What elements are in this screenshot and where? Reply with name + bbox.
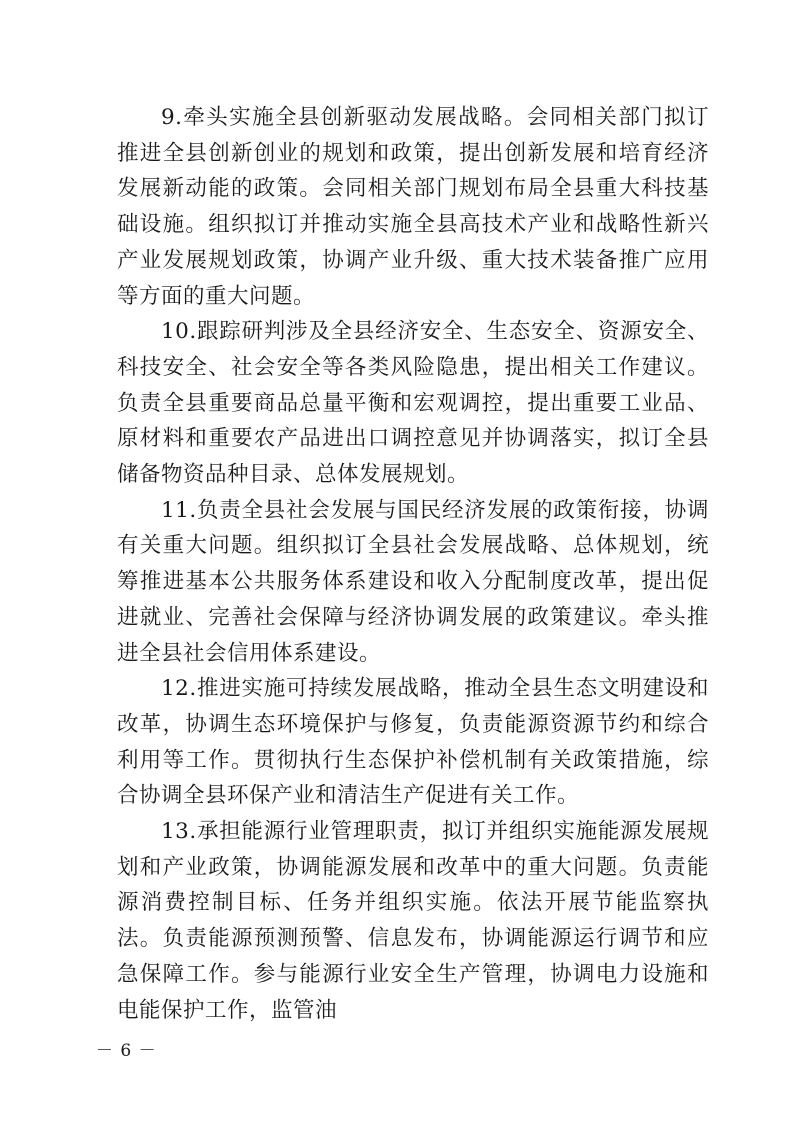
paragraph-item-13: 13.承担能源行业管理职责，拟订并组织实施能源发展规划和产业政策，协调能源发展和改革中的重大问题。负责能源消费控制目标、任务并组织实施。依法开展节能监察执法。负责能源预测预警、信息发布，协调能源运行调节和应急保障工作。参与能源行业安全生产管理，协调电力设施和电能保护工作，监管油 bbox=[117, 819, 709, 1023]
page-number: － 6 － bbox=[96, 1041, 157, 1061]
paragraph-item-12: 12.推进实施可持续发展战略，推动全县生态文明建设和改革，协调生态环境保护与修复，负责能源资源节约和综合利用等工作。贯彻执行生态保护补偿机制有关政策措施，综合协调全县环保产业和清洁生产促进有关工作。 bbox=[117, 676, 709, 809]
paragraph-item-10: 10.跟踪研判涉及全县经济安全、生态安全、资源安全、科技安全、社会安全等各类风险隐患，提出相关工作建议。负责全县重要商品总量平衡和宏观调控，提出重要工业品、原材料和重要农产品进出口调控意见并协调落实，拟订全县储备物资品种目录、总体发展规划。 bbox=[117, 319, 709, 488]
paragraph-item-11: 11.负责全县社会发展与国民经济发展的政策衔接，协调有关重大问题。组织拟订全县社会发展战略、总体规划，统筹推进基本公共服务体系建设和收入分配制度改革，提出促进就业、完善社会保障与经济协调发展的政策建议。牵头推进全县社会信用体系建设。 bbox=[117, 497, 709, 666]
document-body bbox=[117, 100, 709, 1028]
paragraph-item-9: 9.牵头实施全县创新驱动发展战略。会同相关部门拟订推进全县创新创业的规划和政策，提出创新发展和培育经济发展新动能的政策。会同相关部门规划布局全县重大科技基础设施。组织拟订并推动实施全县高技术产业和战略性新兴产业发展规划政策，协调产业升级、重大技术装备推广应用等方面的重大问题。 bbox=[117, 105, 709, 309]
